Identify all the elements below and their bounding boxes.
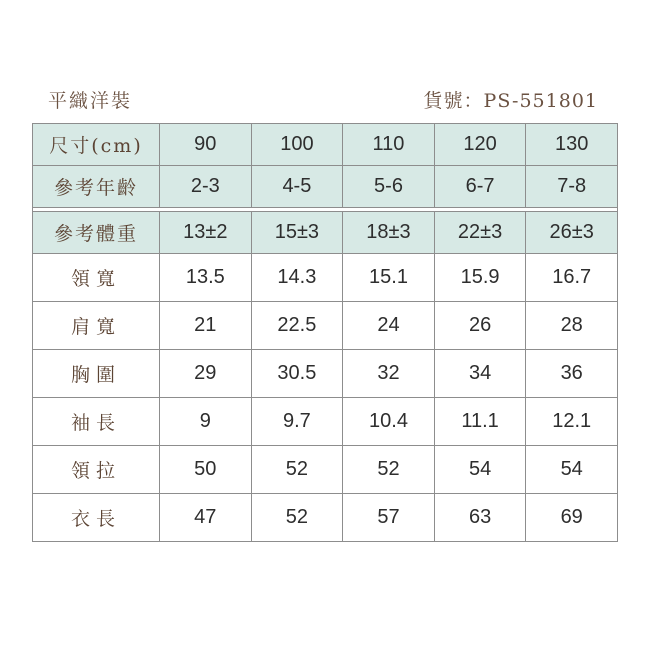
table-row: [33, 446, 618, 494]
table-cell: 29: [160, 350, 252, 398]
row-label: 領寬: [33, 254, 160, 302]
table-cell: 13.5: [160, 254, 252, 302]
table-cell: 15.9: [434, 254, 526, 302]
table-cell: 4-5: [251, 166, 343, 208]
table-cell: 15±3: [251, 212, 343, 254]
table-cell: 7-8: [526, 166, 618, 208]
table-cell: 11.1: [434, 398, 526, 446]
table-cell: 13±2: [160, 212, 252, 254]
row-label: 肩寬: [33, 302, 160, 350]
table-cell: 28: [526, 302, 618, 350]
table-cell: 18±3: [343, 212, 435, 254]
table-cell: 10.4: [343, 398, 435, 446]
table-cell: 54: [434, 446, 526, 494]
table-cell: 50: [160, 446, 252, 494]
table-row-age: [33, 166, 618, 208]
size-chart-table: [32, 123, 618, 542]
table-cell: 63: [434, 494, 526, 542]
table-cell: 22.5: [251, 302, 343, 350]
page-title: 平織洋裝: [48, 90, 133, 112]
table-cell: 120: [434, 124, 526, 166]
table-cell: 16.7: [526, 254, 618, 302]
table-cell: 47: [160, 494, 252, 542]
table-cell: 110: [343, 124, 435, 166]
table-cell: 9.7: [251, 398, 343, 446]
table-cell: 6-7: [434, 166, 526, 208]
row-label: 衣長: [33, 494, 160, 542]
product-code: 貨號：PS-551801: [423, 90, 598, 112]
table-cell: 52: [251, 446, 343, 494]
row-label: 參考體重: [33, 212, 160, 254]
table-row-weight: [33, 212, 618, 254]
table-cell: 36: [526, 350, 618, 398]
table-cell: 90: [160, 124, 252, 166]
table-cell: 52: [343, 446, 435, 494]
table-cell: 26±3: [526, 212, 618, 254]
row-label: 參考年齡: [33, 166, 160, 208]
table-cell: 69: [526, 494, 618, 542]
table-cell: 15.1: [343, 254, 435, 302]
table-cell: 26: [434, 302, 526, 350]
table-cell: 14.3: [251, 254, 343, 302]
table-cell: 22±3: [434, 212, 526, 254]
table-row: [33, 302, 618, 350]
table-cell: 100: [251, 124, 343, 166]
table-row: [33, 350, 618, 398]
table-cell: 54: [526, 446, 618, 494]
table-row: [33, 494, 618, 542]
table-cell: 32: [343, 350, 435, 398]
row-label: 尺寸(cm): [33, 124, 160, 166]
table-cell: 130: [526, 124, 618, 166]
table-cell: 34: [434, 350, 526, 398]
table-cell: 12.1: [526, 398, 618, 446]
row-label: 袖長: [33, 398, 160, 446]
table-cell: 5-6: [343, 166, 435, 208]
row-label: 領拉: [33, 446, 160, 494]
table-row: [33, 254, 618, 302]
table-cell: 57: [343, 494, 435, 542]
table-cell: 30.5: [251, 350, 343, 398]
row-label: 胸圍: [33, 350, 160, 398]
table-cell: 2-3: [160, 166, 252, 208]
table-cell: 24: [343, 302, 435, 350]
table-cell: 9: [160, 398, 252, 446]
table-cell: 52: [251, 494, 343, 542]
table-cell: 21: [160, 302, 252, 350]
table-row-size: [33, 124, 618, 166]
table-row: [33, 398, 618, 446]
